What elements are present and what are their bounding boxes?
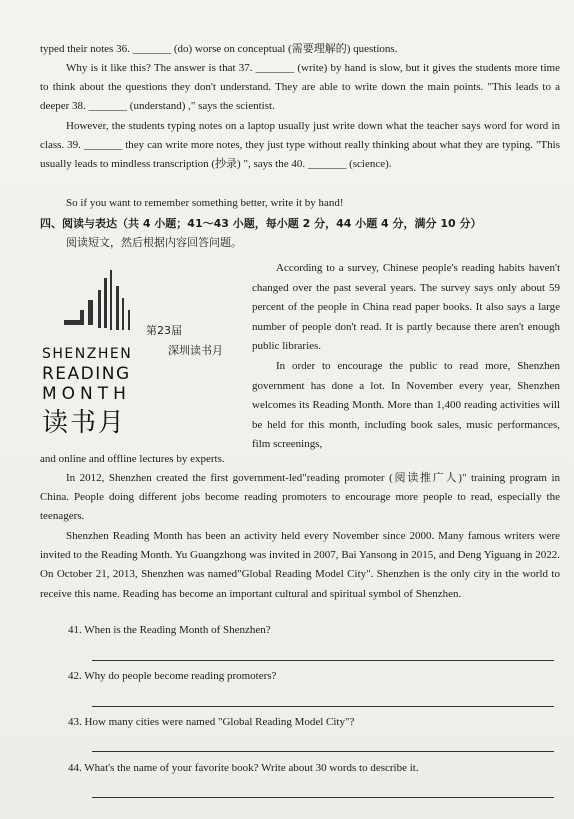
cloze-text-1: typed their notes 36. _______ (do) worse on conceptual (需要理解的) questions. — [40, 43, 398, 55]
cloze-text-3: However, the students typing notes on a laptop usually just write down what the teacher says word for word in class. 39. _______ they can write more notes, they just type without really thinking about what they are typing. "This usually leads to mindless transcription (抄录) ", says the 40. _______ (science). — [40, 120, 560, 171]
answer-line-43[interactable] — [92, 751, 554, 752]
logo-line-2: READING — [42, 364, 131, 384]
section-instruction: 阅读短文，然后根据内容回答问题。 — [66, 236, 242, 249]
answer-line-41[interactable] — [92, 660, 554, 661]
answer-line-42[interactable] — [92, 706, 554, 707]
cloze-line-36 — [40, 40, 560, 59]
cloze-text-2: Why is it like this? The answer is that 37. _______ (write) by hand is slow, but it gives the students more time to think about the questions they don't understand. They are able to write down the main points. "This leads to a deeper 38. _______ (understand) ," says the scientist. — [40, 62, 560, 113]
cloze-conclusion — [40, 194, 560, 213]
logo-edition: 第23届 — [146, 324, 182, 337]
section-heading: 四、阅读与表达（共 4 小题；41～43 小题，每小题 2 分，44 小题 4 分，满分 10 分） — [40, 217, 482, 230]
question-43: 43. How many cities were named "Global Reading Model City"? — [68, 716, 355, 728]
reading-month-logo — [42, 270, 252, 450]
question-44: 44. What's the name of your favorite book? Write about 30 words to describe it. — [68, 762, 419, 774]
passage-right-column — [252, 259, 560, 455]
cloze-text-4: So if you want to remember something better, write it by hand! — [66, 197, 344, 209]
logo-line-3: MONTH — [42, 384, 131, 404]
question-42: 42. Why do people become reading promoters? — [68, 670, 277, 682]
passage-paragraph-3: In 2012, Shenzhen created the first government-led"reading promoter (阅读推广人)" training program in China. People doing different jobs become reading promoters to encourage more people to read, especially the teenagers. — [40, 472, 560, 523]
question-41: 41. When is the Reading Month of Shenzhen? — [68, 624, 271, 636]
answer-line-44[interactable] — [92, 797, 554, 798]
logo-subtitle: 深圳读书月 — [168, 344, 223, 357]
cloze-paragraph-37-38 — [40, 59, 560, 117]
passage-paragraph-2: In order to encourage the public to read more, Shenzhen government has done a lot. In November every year, Shenzhen welcomes its Reading Month. More than 1,400 reading activities will be held for this month, including book sales, music performances, film screenings, — [252, 359, 560, 451]
logo-line-1: SHENZHEN — [42, 346, 133, 362]
passage-paragraph-1: According to a survey, Chinese people's reading habits haven't changed over the past several years. The survey says only about 59 percent of the people in China read paper books. It also says a large number of people don't read. It is partly because there aren't enough public libraries. — [252, 262, 560, 353]
logo-line-4: 读书月 — [42, 408, 127, 438]
passage-paragraph-4: Shenzhen Reading Month has been an activity held every November since 2000. Many famous writers were invited to the Reading Month. Yu Guangzhong was invited in 2007, Bai Yansong in 2015, and Deng Yiguang in 2022. On October 21, 2013, Shenzhen was named"Global Reading Model City". Shenzhen is the only city in the world to receive this name. Reading has become an important cultural and spiritual symbol of Shenzhen. — [40, 530, 560, 600]
passage-paragraph-2-continued: and online and offline lectures by experts. — [40, 453, 225, 465]
cloze-paragraph-39-40 — [40, 117, 560, 175]
